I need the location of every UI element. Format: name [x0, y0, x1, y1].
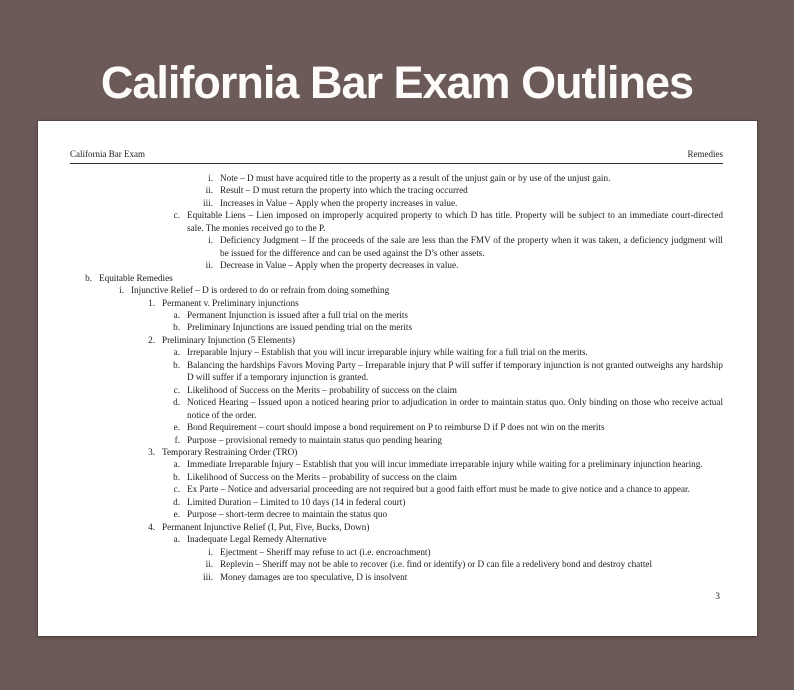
document-header	[70, 149, 723, 160]
outline-line	[70, 346, 723, 358]
outline-text: Irreparable Injury – Establish that you will incur irreparable injury while waiting for a full trial on the merits.	[187, 347, 588, 358]
outline-marker: d.	[173, 496, 180, 507]
outline-marker: f.	[174, 434, 180, 445]
outline-text: Preliminary Injunctions are issued pending trial on the merits	[187, 322, 413, 333]
outline-line	[70, 259, 723, 271]
outline-marker: 1.	[148, 297, 155, 308]
outline-marker: ii.	[205, 185, 213, 196]
document-header-right: Remedies	[687, 149, 723, 159]
outline-line	[70, 297, 723, 309]
outline-marker: c.	[173, 484, 180, 495]
outline-marker: c.	[173, 210, 180, 221]
outline-line	[70, 334, 723, 346]
outline-marker: ii.	[205, 260, 213, 271]
outline-line	[70, 272, 723, 284]
outline-text: Noticed Hearing – Issued upon a noticed hearing prior to adjudication in order to maintain status quo. Only binding on those who receive actual notice of the order.	[187, 397, 723, 420]
outline-line	[70, 184, 723, 196]
outline-text: Immediate Irreparable Injury – Establish that you will incur immediate irreparable injury while waiting for a preliminary injunction hearing.	[187, 459, 703, 470]
outline-line	[70, 321, 723, 333]
outline-line	[70, 471, 723, 483]
outline-line	[70, 309, 723, 321]
outline-text: Money damages are too speculative, D is insolvent	[220, 571, 408, 582]
outline-line	[70, 396, 723, 421]
outline-line	[70, 359, 723, 384]
title-banner	[0, 0, 794, 121]
outline-text: Permanent Injunction is issued after a full trial on the merits	[187, 309, 408, 320]
outline-text: Equitable Liens – Lien imposed on improperly acquired property to which D has title. Property will be subject to an immediate court-directed sale. The monies received go to the P.	[187, 210, 723, 233]
outline-text: Decrease in Value – Apply when the property decreases in value.	[220, 260, 459, 271]
outline-text: Note – D must have acquired title to the property as a result of the unjust gain or by use of the unjust gain.	[220, 173, 611, 183]
outline-line	[70, 521, 723, 533]
outline-marker: i.	[208, 173, 213, 183]
outline-text: Preliminary Injunction (5 Elements)	[162, 334, 295, 345]
outline-marker: 4.	[148, 521, 155, 532]
outline-line	[70, 508, 723, 520]
outline-marker: a.	[173, 309, 180, 320]
outline-text: Purpose – provisional remedy to maintain status quo pending hearing	[187, 434, 442, 445]
outline-text: Deficiency Judgment – If the proceeds of the sale are less than the FMV of the property when it was taken, a deficiency judgment will be issued for the difference and can be used against the D’s other assets.	[220, 235, 723, 258]
outline-line	[70, 197, 723, 209]
outline-marker: a.	[173, 347, 180, 358]
outline-marker: d.	[173, 397, 180, 408]
outline-line	[70, 558, 723, 570]
outline-line	[70, 458, 723, 470]
outline-body	[70, 172, 723, 583]
outline-marker: 2.	[148, 334, 155, 345]
outline-marker: b.	[173, 359, 180, 370]
outline-marker: i.	[119, 285, 124, 296]
outline-line	[70, 284, 723, 296]
outline-text: Permanent v. Preliminary injunctions	[162, 297, 299, 308]
outline-marker: iii.	[203, 197, 213, 208]
outline-text: Increases in Value – Apply when the property increases in value.	[220, 197, 458, 208]
document-page	[38, 121, 757, 636]
outline-line	[70, 496, 723, 508]
outline-text: Balancing the hardships Favors Moving Party – Irreparable injury that P will suffer if temporary injunction is not granted outweighs any hardship D will suffer if a temporary injunction is granted.	[187, 359, 723, 383]
outline-marker: ii.	[205, 559, 213, 570]
outline-text: Result – D must return the property into which the tracing occurred	[220, 185, 468, 196]
outline-line	[70, 234, 723, 259]
outline-marker: b.	[173, 322, 180, 333]
outline-text: Permanent Injunctive Relief (I, Put, Five, Bucks, Down)	[162, 521, 370, 532]
outline-text: Ejectment – Sheriff may refuse to act (i.e. encroachment)	[220, 546, 431, 557]
outline-line	[70, 209, 723, 234]
outline-marker: b.	[85, 272, 92, 283]
outline-line	[70, 446, 723, 458]
outline-text: Injunctive Relief – D is ordered to do or refrain from doing something	[131, 285, 390, 296]
outline-text: Ex Parte – Notice and adversarial proceeding are not required but a good faith effort must be made to give notice and a chance to appear.	[187, 484, 690, 495]
outline-marker: e.	[173, 509, 180, 520]
outline-marker: iii.	[203, 571, 213, 582]
outline-text: Replevin – Sheriff may not be able to recover (i.e. find or identify) or D can file a redelivery bond and destroy chattel	[220, 559, 653, 570]
outline-line	[70, 571, 723, 583]
outline-text: Equitable Remedies	[99, 272, 173, 283]
outline-text: Purpose – short-term decree to maintain the status quo	[187, 509, 388, 520]
banner-title: California Bar Exam Outlines	[100, 57, 694, 108]
outline-marker: a.	[173, 459, 180, 470]
header-rule	[70, 163, 723, 164]
outline-marker: e.	[173, 422, 180, 433]
outline-marker: i.	[208, 546, 213, 557]
outline-marker: b.	[173, 471, 180, 482]
outline-marker: i.	[208, 235, 213, 246]
page-number: 3	[715, 592, 720, 602]
outline-line	[70, 384, 723, 396]
outline-text: Bond Requirement – court should impose a bond requirement on P to reimburse D if P does not win on the merits	[187, 422, 605, 433]
outline-line	[70, 421, 723, 433]
outline-marker: c.	[173, 384, 180, 395]
outline-line	[70, 546, 723, 558]
outline-text: Temporary Restraining Order (TRO)	[162, 446, 298, 457]
outline-line	[70, 483, 723, 495]
outline-text: Limited Duration – Limited to 10 days (14 in federal court)	[187, 496, 406, 507]
outline-text: Likelihood of Success on the Merits – probability of success on the claim	[187, 384, 457, 395]
outline-line	[70, 434, 723, 446]
outline-line	[70, 533, 723, 545]
outline-marker: a.	[173, 534, 180, 545]
outline-line	[70, 172, 723, 184]
outline-text: Inadequate Legal Remedy Alternative	[187, 534, 327, 545]
outline-marker: 3.	[148, 446, 155, 457]
document-header-left: California Bar Exam	[70, 149, 145, 159]
outline-text: Likelihood of Success on the Merits – probability of success on the claim	[187, 471, 457, 482]
